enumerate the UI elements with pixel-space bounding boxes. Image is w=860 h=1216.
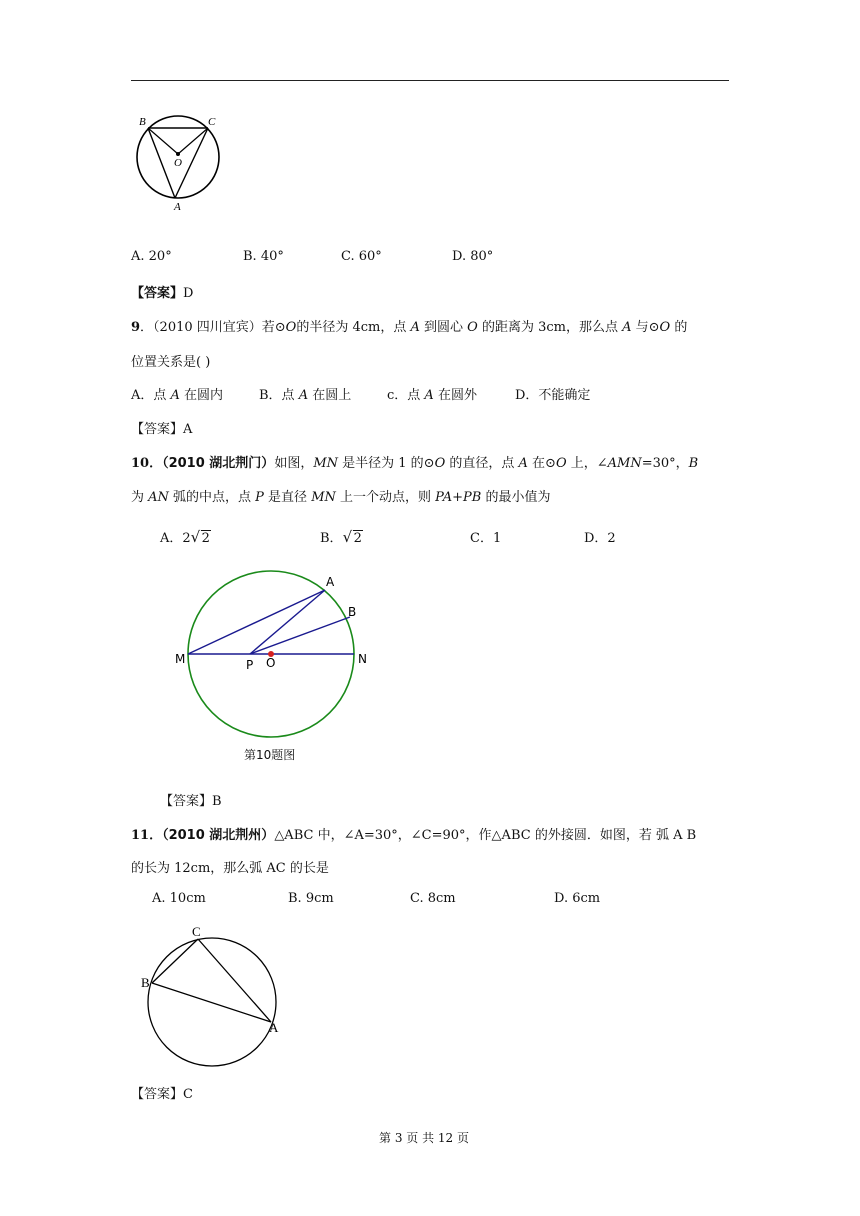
q11-option-c: C. 8cm <box>410 891 456 906</box>
question-source: ．（2010 湖北荆州） <box>149 828 275 843</box>
q11-option-a: A. 10cm <box>152 891 206 906</box>
sqrt-expression <box>342 528 363 546</box>
figure-q10 <box>170 565 380 765</box>
text: 在⊙ <box>527 456 556 471</box>
q10-line2 <box>131 486 550 505</box>
text: A <box>170 388 180 403</box>
text: 在圆外 <box>433 388 477 403</box>
text: 是直径 <box>263 490 312 505</box>
text: 的最小值为 <box>481 490 551 505</box>
text: O <box>659 320 671 335</box>
text: 如图， <box>274 456 314 471</box>
text: 的 <box>670 320 688 335</box>
label-o: O <box>174 157 182 169</box>
answer-value: C <box>183 1087 193 1102</box>
question-number: 9 <box>131 320 141 335</box>
text: A <box>518 456 528 471</box>
text: AMN <box>607 456 642 471</box>
answer-bracket: 【答案】 <box>131 422 184 437</box>
question-number: 10 <box>131 456 150 471</box>
answer-bracket: 【答案】 <box>160 794 213 809</box>
text: 弧的中点，点 <box>168 490 256 505</box>
question-source: ．（2010 湖北荆门） <box>149 456 275 471</box>
text: O <box>285 320 297 335</box>
text: O <box>467 320 478 335</box>
q11-line2: 的长为 12cm，那么弧 AC 的长是 <box>131 861 329 876</box>
text: A <box>298 388 309 403</box>
q8-answer <box>131 282 193 301</box>
text: MN <box>311 490 336 505</box>
label-m: M <box>175 652 186 666</box>
text: B．点 <box>259 388 299 403</box>
question-number: 11 <box>131 828 150 843</box>
text: 上，∠ <box>566 456 608 471</box>
label-b: B <box>348 605 357 619</box>
q9-option-d: D．不能确定 <box>515 388 591 403</box>
q8-option-b: B. 40° <box>243 249 284 264</box>
segment-pb <box>250 617 350 654</box>
answer-bracket: 【答案】 <box>131 1087 184 1102</box>
label-b: B <box>141 975 150 990</box>
text: 在圆内 <box>179 388 224 403</box>
q11-answer <box>131 1083 193 1102</box>
text: =30°， <box>641 456 689 471</box>
q9-line1 <box>131 316 687 335</box>
text: 的直径，点 <box>445 456 519 471</box>
text: O <box>434 456 446 471</box>
text: A <box>622 320 632 335</box>
text: A．点 <box>131 388 171 403</box>
q10-answer <box>160 790 222 809</box>
text: A <box>410 320 420 335</box>
label-b: B <box>139 116 146 128</box>
label-o: O <box>266 656 276 670</box>
q10-option-c: C．1 <box>470 531 502 546</box>
label-n: N <box>358 652 367 666</box>
answer-bracket: 【答案】 <box>131 286 184 301</box>
q10-option-a <box>160 527 211 546</box>
segment-pa <box>250 590 325 654</box>
text: O <box>555 456 567 471</box>
text: PA <box>435 490 453 505</box>
header-rule <box>131 80 729 81</box>
q9-option-b <box>259 384 351 403</box>
label-c: C <box>208 116 216 128</box>
text: B． <box>320 531 343 546</box>
q10-option-d: D．2 <box>584 531 616 546</box>
text: △ABC 中，∠A=30°，∠C=90°，作△ABC 的外接圆．如图，若 弧 A B <box>274 828 697 843</box>
q11-line1 <box>131 824 696 843</box>
q8-option-c: C. 60° <box>341 249 382 264</box>
text: c．点 <box>387 388 425 403</box>
text: B <box>688 456 699 471</box>
radicand: 2 <box>353 531 362 546</box>
chord-ab <box>148 128 175 198</box>
answer-value: A <box>183 422 193 437</box>
text: 为 <box>131 490 149 505</box>
text: A <box>424 388 434 403</box>
text: 的距离为 3cm，那么点 <box>477 320 623 335</box>
text: 到圆心 <box>419 320 468 335</box>
q11-option-d: D. 6cm <box>554 891 601 906</box>
label-a: A <box>269 1020 279 1035</box>
radius-oc <box>178 128 208 154</box>
q9-answer <box>131 418 192 437</box>
text: + <box>452 490 463 505</box>
label-c: C <box>192 924 201 939</box>
center-point <box>176 152 180 156</box>
q10-option-b <box>320 527 363 546</box>
q8-option-d: D. 80° <box>452 249 494 264</box>
q10-line1 <box>131 452 698 471</box>
label-a: A <box>326 575 335 589</box>
text: P <box>255 490 264 505</box>
answer-value: B <box>212 794 222 809</box>
text: 是半径为 1 的⊙ <box>338 456 435 471</box>
sqrt-expression <box>190 528 211 546</box>
q9-option-c <box>387 384 477 403</box>
figure-q11 <box>138 922 288 1067</box>
q9-line2: 位置关系是( ) <box>131 355 211 370</box>
text: 与⊙ <box>631 320 660 335</box>
radical-sign: √ <box>190 528 201 546</box>
radicand: 2 <box>201 531 210 546</box>
radical-sign: √ <box>342 528 353 546</box>
text: ．（2010 四川宜宾）若⊙ <box>140 320 286 335</box>
page-footer: 第 3 页 共 12 页 <box>379 1131 469 1145</box>
label-p: P <box>246 658 254 672</box>
q9-option-a <box>131 384 223 403</box>
q11-option-b: B. 9cm <box>288 891 334 906</box>
answer-value: D <box>183 286 194 301</box>
figure-caption: 第10题图 <box>244 748 296 762</box>
text: 上一个动点，则 <box>335 490 436 505</box>
label-a: A <box>174 201 181 212</box>
text: A．2 <box>160 531 191 546</box>
q8-option-a: A. 20° <box>131 249 172 264</box>
figure-q8 <box>130 112 230 212</box>
text: AN <box>148 490 169 505</box>
text: 的半径为 4cm，点 <box>296 320 411 335</box>
text: MN <box>313 456 339 471</box>
side-bc <box>152 939 198 983</box>
text: PB <box>463 490 482 505</box>
text: 在圆上 <box>308 388 352 403</box>
